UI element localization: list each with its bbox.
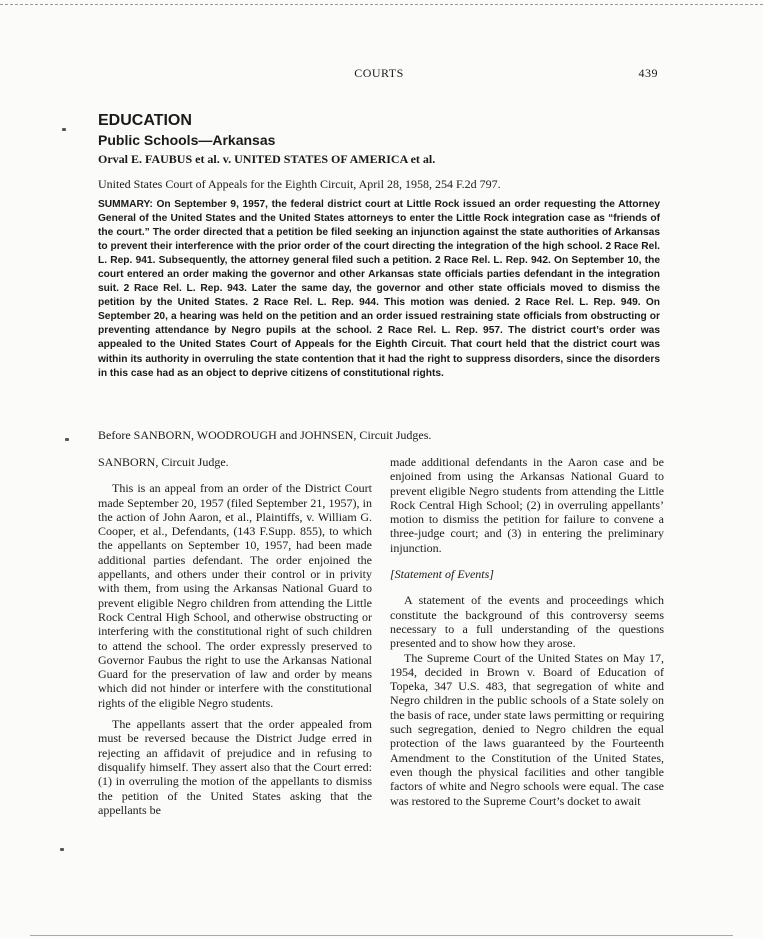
- scan-speck: [65, 438, 69, 441]
- opinion-paragraph: A statement of the events and proceedings which constitute the background of this controversy seems necessary to a full understanding of the questions presented and to show how they arose.: [390, 593, 664, 651]
- running-head: COURTS: [354, 66, 404, 80]
- section-heading: [Statement of Events]: [390, 567, 494, 582]
- case-summary: [98, 198, 660, 381]
- section-title: EDUCATION: [98, 112, 192, 129]
- opinion-paragraph: The appellants assert that the order appealed from must be reversed because the District Judge erred in rejecting an affidavit of prejudice and in refusing to disqualify himself. They assert also that the Court erred: (1) in overruling the motion of the appellants to dismiss the petition of the United States asking that the appellants be: [98, 717, 372, 817]
- scan-edge-top: [0, 4, 763, 5]
- bench-line: Before SANBORN, WOODROUGH and JOHNSEN, Circuit Judges.: [98, 428, 432, 442]
- scan-speck: [60, 848, 64, 851]
- summary-label: SUMMARY:: [98, 199, 153, 210]
- opinion-column-left: [98, 455, 372, 817]
- page-header: [100, 66, 658, 84]
- scan-speck: [62, 128, 66, 131]
- summary-text: On September 9, 1957, the federal district court at Little Rock issued an order requesting the Attorney General of the United States and the United States attorneys to enter the Little Rock integration case as “friends of the court.” The order directed that a petition be filed seeking an injunction against the state authorities of Arkansas to prevent their interference with the prior order of the court directing the integration of the high school. 2 Race Rel. L. Rep. 941. Subsequently, the attorney general filed such a petition. 2 Race Rel. L. Rep. 942. On September 10, the court entered an order making the governor and other Arkansas state officials parties defendant in the integration suit. 2 Race Rel. L. Rep. 943. Later the same day, the governor and other state officials moved to dismiss the petition by the United States. 2 Race Rel. L. Rep. 944. This motion was denied. 2 Race Rel. L. Rep. 949. On September 20, a hearing was held on the petition and an order issued restraining state officials from obstructing or preventing attendance by Negro pupils at the school. 2 Race Rel. L. Rep. 957. The district court’s order was appealed to the United States Court of Appeals for the Eighth Circuit. That court held that the district court was within its authority in overruling the state contention that it had the right to suppress disorders, since the disorders in this case had as an object to deprive citizens of constitutional rights.: [98, 199, 660, 379]
- opinion-column-right: [390, 455, 664, 808]
- case-name: Orval E. FAUBUS et al. v. UNITED STATES OF AMERICA et al.: [98, 152, 436, 166]
- opinion-continuation: made additional defendants in the Aaron case and be enjoined from using the Arkansas National Guard to prevent eligible Negro students from attending the Little Rock Central High School; (2) in overruling appellants’ motion to dismiss the petition for failure to convene a three-judge court; and (3) in entering the preliminary injunction.: [390, 455, 664, 555]
- page-number: 439: [638, 66, 658, 80]
- judge-line: SANBORN, Circuit Judge.: [98, 455, 229, 469]
- case-citation: United States Court of Appeals for the Eighth Circuit, April 28, 1958, 254 F.2d 797.: [98, 177, 501, 191]
- opinion-paragraph: The Supreme Court of the United States on May 17, 1954, decided in Brown v. Board of Education of Topeka, 347 U.S. 483, that segregation of white and Negro children in the public schools of a State solely on the basis of race, under state laws permitting or requiring such segregation, denied to Negro children the equal protection of the laws guaranteed by the Fourteenth Amendment to the Constitution of the United States, even though the physical facilities and other tangible factors of white and Negro schools were equal. The case was restored to the Supreme Court’s docket to await: [390, 650, 664, 808]
- section-subtitle: Public Schools—Arkansas: [98, 132, 276, 148]
- scan-edge-bottom: [30, 935, 733, 936]
- opinion-paragraph: This is an appeal from an order of the District Court made September 20, 1957 (filed September 21, 1957), in the action of John Aaron, et al., Plaintiffs, v. William G. Cooper, et al., Defendants, (143 F.Supp. 855), to which the appellants on September 10, 1957, had been made additional parties defendant. The order enjoined the appellants, and others under their control or in privity with them, from using the Arkansas National Guard to prevent eligible Negro children from attending the Little Rock Central High School, and otherwise obstructing or interfering with the constitutional right of such children to attend the school. The order expressly preserved to Governor Faubus the right to use the Arkansas National Guard for the preservation of law and order by means which did not hinder or interfere with the constitutional rights of the eligible Negro students.: [98, 481, 372, 710]
